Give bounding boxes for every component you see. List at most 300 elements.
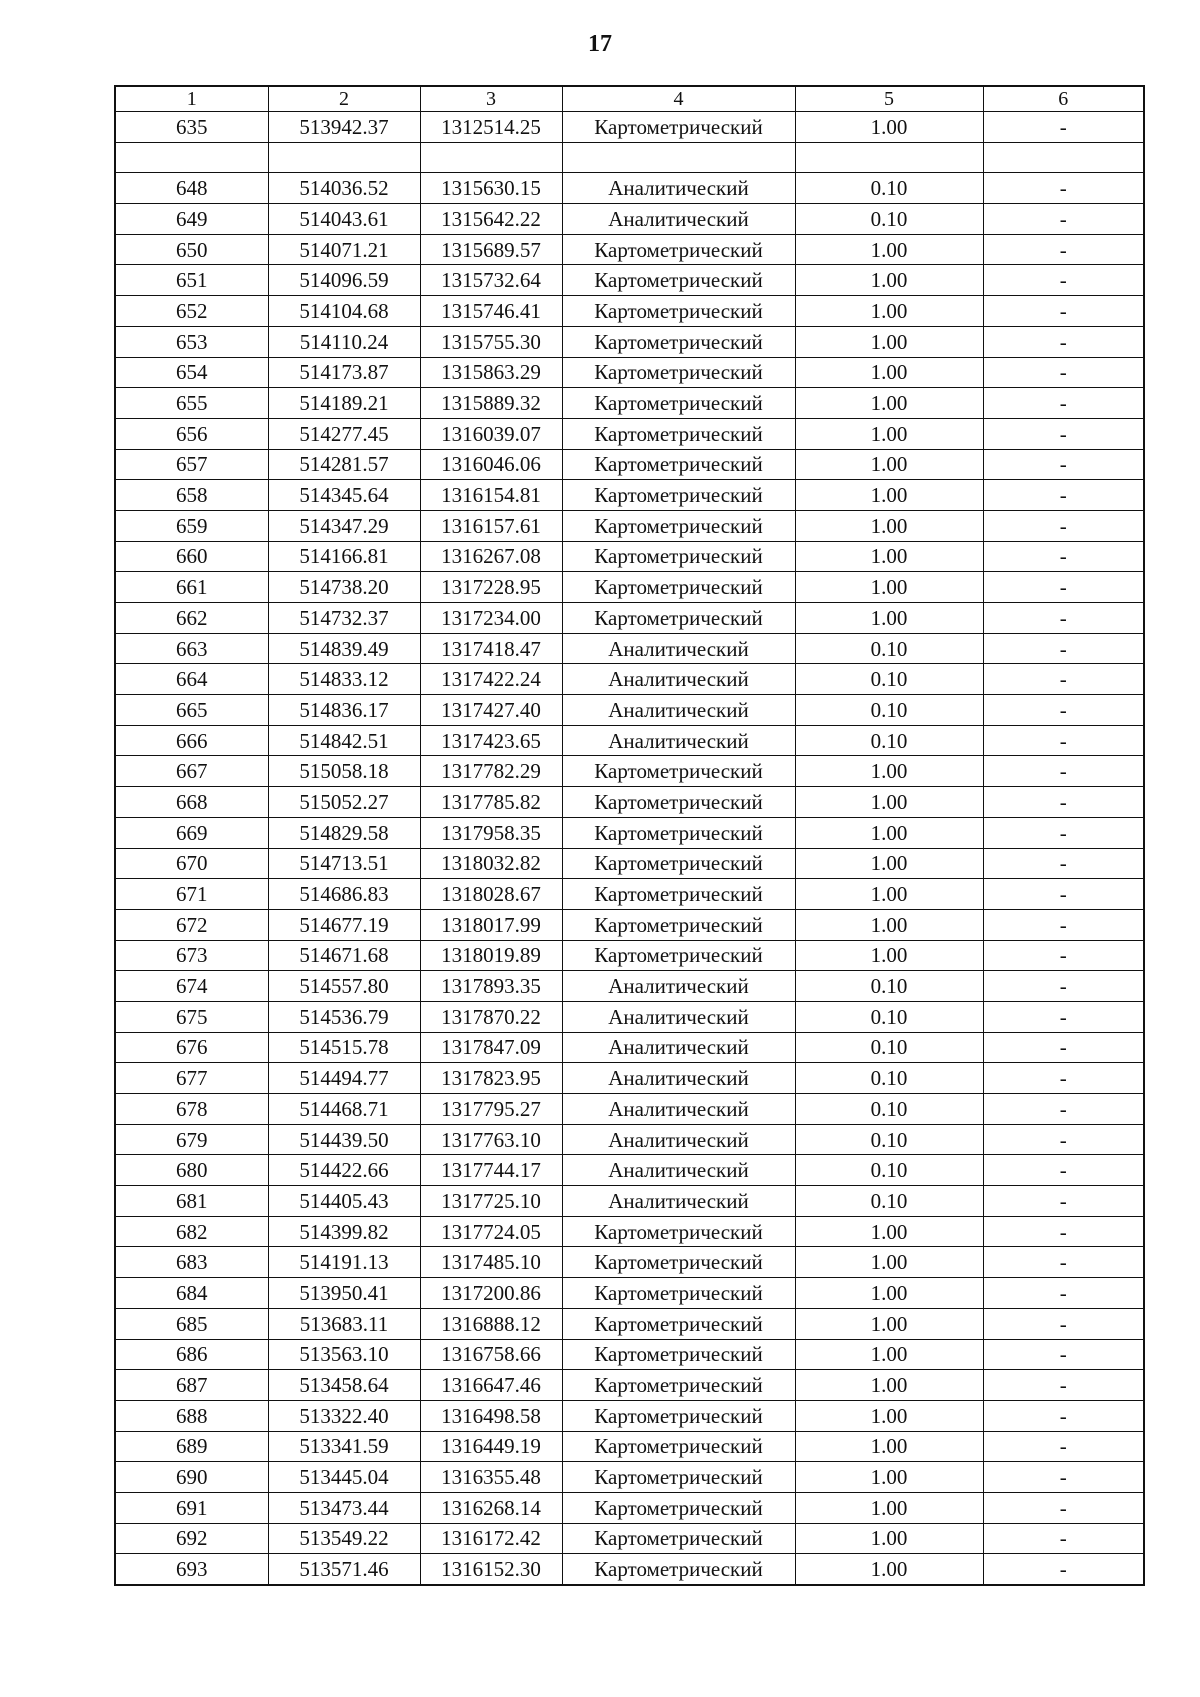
point-number-cell: 682 — [115, 1216, 268, 1247]
accuracy-cell: 1.00 — [795, 1339, 983, 1370]
point-number-cell: 665 — [115, 695, 268, 726]
note-cell: - — [983, 1278, 1144, 1309]
note-cell: - — [983, 265, 1144, 296]
accuracy-cell: 1.00 — [795, 1523, 983, 1554]
x-coordinate-cell: 514110.24 — [268, 326, 420, 357]
accuracy-cell: 1.00 — [795, 480, 983, 511]
table-row — [115, 1001, 1144, 1032]
y-coordinate-cell: 1317725.10 — [420, 1186, 562, 1217]
point-number-cell: 690 — [115, 1462, 268, 1493]
x-coordinate-cell: 514738.20 — [268, 572, 420, 603]
point-number-cell: 692 — [115, 1523, 268, 1554]
note-cell: - — [983, 204, 1144, 235]
method-cell: Картометрический — [562, 1216, 795, 1247]
table-header — [115, 86, 1144, 112]
x-coordinate-cell: 514405.43 — [268, 1186, 420, 1217]
method-cell: Картометрический — [562, 1523, 795, 1554]
method-cell: Картометрический — [562, 1339, 795, 1370]
note-cell: - — [983, 1155, 1144, 1186]
y-coordinate-cell: 1317785.82 — [420, 787, 562, 818]
point-number-cell: 683 — [115, 1247, 268, 1278]
x-coordinate-cell: 514536.79 — [268, 1001, 420, 1032]
x-coordinate-cell: 514104.68 — [268, 296, 420, 327]
x-coordinate-cell: 514439.50 — [268, 1124, 420, 1155]
table-row — [115, 388, 1144, 419]
y-coordinate-cell: 1312514.25 — [420, 112, 562, 143]
accuracy-cell: 1.00 — [795, 1554, 983, 1585]
method-cell: Аналитический — [562, 1155, 795, 1186]
point-number-cell: 664 — [115, 664, 268, 695]
header-row — [115, 86, 1144, 112]
y-coordinate-cell — [420, 142, 562, 173]
table-row — [115, 142, 1144, 173]
note-cell: - — [983, 909, 1144, 940]
x-coordinate-cell: 514399.82 — [268, 1216, 420, 1247]
x-coordinate-cell: 514036.52 — [268, 173, 420, 204]
x-coordinate-cell: 514836.17 — [268, 695, 420, 726]
point-number-cell: 685 — [115, 1308, 268, 1339]
y-coordinate-cell: 1317893.35 — [420, 971, 562, 1002]
table-row — [115, 725, 1144, 756]
x-coordinate-cell: 515052.27 — [268, 787, 420, 818]
table-row — [115, 633, 1144, 664]
accuracy-cell: 1.00 — [795, 909, 983, 940]
point-number-cell: 651 — [115, 265, 268, 296]
table-row — [115, 449, 1144, 480]
accuracy-cell: 1.00 — [795, 848, 983, 879]
table-row — [115, 848, 1144, 879]
table-row — [115, 1124, 1144, 1155]
y-coordinate-cell: 1316152.30 — [420, 1554, 562, 1585]
point-number-cell: 662 — [115, 603, 268, 634]
note-cell: - — [983, 1339, 1144, 1370]
accuracy-cell: 0.10 — [795, 1094, 983, 1125]
accuracy-cell: 1.00 — [795, 603, 983, 634]
point-number-cell: 657 — [115, 449, 268, 480]
table-row — [115, 1094, 1144, 1125]
method-cell: Аналитический — [562, 1186, 795, 1217]
method-cell: Аналитический — [562, 971, 795, 1002]
note-cell: - — [983, 173, 1144, 204]
x-coordinate-cell: 513458.64 — [268, 1370, 420, 1401]
table-row — [115, 695, 1144, 726]
method-cell: Картометрический — [562, 572, 795, 603]
point-number-cell: 675 — [115, 1001, 268, 1032]
note-cell: - — [983, 848, 1144, 879]
y-coordinate-cell: 1318028.67 — [420, 879, 562, 910]
accuracy-cell: 0.10 — [795, 173, 983, 204]
method-cell: Картометрический — [562, 1431, 795, 1462]
note-cell: - — [983, 1431, 1144, 1462]
point-number-cell: 680 — [115, 1155, 268, 1186]
point-number-cell: 660 — [115, 541, 268, 572]
x-coordinate-cell: 514842.51 — [268, 725, 420, 756]
x-coordinate-cell: 513322.40 — [268, 1400, 420, 1431]
method-cell: Картометрический — [562, 1370, 795, 1401]
y-coordinate-cell: 1317782.29 — [420, 756, 562, 787]
accuracy-cell: 1.00 — [795, 756, 983, 787]
x-coordinate-cell: 514345.64 — [268, 480, 420, 511]
table-row — [115, 971, 1144, 1002]
method-cell: Картометрический — [562, 879, 795, 910]
note-cell: - — [983, 1063, 1144, 1094]
accuracy-cell: 0.10 — [795, 664, 983, 695]
note-cell: - — [983, 1462, 1144, 1493]
y-coordinate-cell: 1317724.05 — [420, 1216, 562, 1247]
y-coordinate-cell: 1316268.14 — [420, 1492, 562, 1523]
x-coordinate-cell: 514839.49 — [268, 633, 420, 664]
note-cell: - — [983, 695, 1144, 726]
x-coordinate-cell: 514515.78 — [268, 1032, 420, 1063]
table-row — [115, 357, 1144, 388]
y-coordinate-cell: 1316046.06 — [420, 449, 562, 480]
note-cell: - — [983, 234, 1144, 265]
method-cell: Картометрический — [562, 756, 795, 787]
y-coordinate-cell: 1316449.19 — [420, 1431, 562, 1462]
column-header: 1 — [115, 86, 268, 112]
table-row — [115, 1032, 1144, 1063]
method-cell: Картометрический — [562, 265, 795, 296]
accuracy-cell: 1.00 — [795, 1431, 983, 1462]
accuracy-cell: 1.00 — [795, 326, 983, 357]
x-coordinate-cell: 514191.13 — [268, 1247, 420, 1278]
method-cell: Картометрический — [562, 1278, 795, 1309]
y-coordinate-cell: 1317485.10 — [420, 1247, 562, 1278]
accuracy-cell: 1.00 — [795, 1308, 983, 1339]
x-coordinate-cell: 514833.12 — [268, 664, 420, 695]
point-number-cell: 691 — [115, 1492, 268, 1523]
accuracy-cell — [795, 142, 983, 173]
y-coordinate-cell: 1317423.65 — [420, 725, 562, 756]
table-row — [115, 296, 1144, 327]
method-cell: Картометрический — [562, 817, 795, 848]
accuracy-cell: 1.00 — [795, 265, 983, 296]
accuracy-cell: 0.10 — [795, 1063, 983, 1094]
table-row — [115, 756, 1144, 787]
y-coordinate-cell: 1317958.35 — [420, 817, 562, 848]
point-number-cell: 688 — [115, 1400, 268, 1431]
y-coordinate-cell: 1316154.81 — [420, 480, 562, 511]
point-number-cell: 672 — [115, 909, 268, 940]
table-row — [115, 112, 1144, 143]
x-coordinate-cell: 513549.22 — [268, 1523, 420, 1554]
note-cell: - — [983, 664, 1144, 695]
table-row — [115, 173, 1144, 204]
x-coordinate-cell: 514043.61 — [268, 204, 420, 235]
table-row — [115, 1492, 1144, 1523]
accuracy-cell: 1.00 — [795, 787, 983, 818]
table-row — [115, 1186, 1144, 1217]
point-number-cell: 681 — [115, 1186, 268, 1217]
accuracy-cell: 1.00 — [795, 357, 983, 388]
column-header: 6 — [983, 86, 1144, 112]
note-cell: - — [983, 1032, 1144, 1063]
point-number-cell: 673 — [115, 940, 268, 971]
y-coordinate-cell: 1317847.09 — [420, 1032, 562, 1063]
table-row — [115, 940, 1144, 971]
accuracy-cell: 0.10 — [795, 1124, 983, 1155]
accuracy-cell: 1.00 — [795, 1216, 983, 1247]
x-coordinate-cell: 514686.83 — [268, 879, 420, 910]
point-number-cell: 653 — [115, 326, 268, 357]
accuracy-cell: 1.00 — [795, 112, 983, 143]
accuracy-cell: 1.00 — [795, 1247, 983, 1278]
table-row — [115, 1216, 1144, 1247]
table-body — [115, 112, 1144, 1586]
y-coordinate-cell: 1315689.57 — [420, 234, 562, 265]
x-coordinate-cell: 513950.41 — [268, 1278, 420, 1309]
accuracy-cell: 1.00 — [795, 1278, 983, 1309]
table-row — [115, 1400, 1144, 1431]
y-coordinate-cell: 1317744.17 — [420, 1155, 562, 1186]
point-number-cell: 649 — [115, 204, 268, 235]
note-cell: - — [983, 388, 1144, 419]
method-cell: Аналитический — [562, 1124, 795, 1155]
point-number-cell: 661 — [115, 572, 268, 603]
x-coordinate-cell: 513473.44 — [268, 1492, 420, 1523]
y-coordinate-cell: 1316157.61 — [420, 510, 562, 541]
note-cell: - — [983, 787, 1144, 818]
y-coordinate-cell: 1317427.40 — [420, 695, 562, 726]
x-coordinate-cell: 514671.68 — [268, 940, 420, 971]
note-cell: - — [983, 971, 1144, 1002]
table-row — [115, 418, 1144, 449]
note-cell: - — [983, 1094, 1144, 1125]
point-number-cell — [115, 142, 268, 173]
point-number-cell: 687 — [115, 1370, 268, 1401]
x-coordinate-cell: 514677.19 — [268, 909, 420, 940]
accuracy-cell: 1.00 — [795, 572, 983, 603]
y-coordinate-cell: 1317234.00 — [420, 603, 562, 634]
accuracy-cell: 1.00 — [795, 541, 983, 572]
table-row — [115, 541, 1144, 572]
method-cell: Аналитический — [562, 1032, 795, 1063]
accuracy-cell: 0.10 — [795, 204, 983, 235]
accuracy-cell: 1.00 — [795, 1462, 983, 1493]
method-cell: Аналитический — [562, 695, 795, 726]
accuracy-cell: 1.00 — [795, 296, 983, 327]
note-cell: - — [983, 633, 1144, 664]
note-cell: - — [983, 1186, 1144, 1217]
method-cell: Картометрический — [562, 1400, 795, 1431]
accuracy-cell: 0.10 — [795, 695, 983, 726]
point-number-cell: 693 — [115, 1554, 268, 1585]
y-coordinate-cell: 1317763.10 — [420, 1124, 562, 1155]
x-coordinate-cell: 515058.18 — [268, 756, 420, 787]
method-cell: Картометрический — [562, 449, 795, 480]
note-cell: - — [983, 1400, 1144, 1431]
y-coordinate-cell: 1316039.07 — [420, 418, 562, 449]
x-coordinate-cell: 514096.59 — [268, 265, 420, 296]
method-cell: Картометрический — [562, 848, 795, 879]
point-number-cell: 674 — [115, 971, 268, 1002]
y-coordinate-cell: 1315746.41 — [420, 296, 562, 327]
y-coordinate-cell: 1318032.82 — [420, 848, 562, 879]
y-coordinate-cell: 1317823.95 — [420, 1063, 562, 1094]
point-number-cell: 677 — [115, 1063, 268, 1094]
point-number-cell: 667 — [115, 756, 268, 787]
x-coordinate-cell: 514071.21 — [268, 234, 420, 265]
note-cell: - — [983, 603, 1144, 634]
method-cell: Аналитический — [562, 725, 795, 756]
note-cell — [983, 142, 1144, 173]
method-cell: Картометрический — [562, 787, 795, 818]
accuracy-cell: 0.10 — [795, 971, 983, 1002]
column-header: 2 — [268, 86, 420, 112]
note-cell: - — [983, 572, 1144, 603]
point-number-cell: 648 — [115, 173, 268, 204]
method-cell: Картометрический — [562, 541, 795, 572]
x-coordinate-cell: 513942.37 — [268, 112, 420, 143]
y-coordinate-cell: 1315630.15 — [420, 173, 562, 204]
note-cell: - — [983, 1370, 1144, 1401]
method-cell: Картометрический — [562, 112, 795, 143]
method-cell: Картометрический — [562, 510, 795, 541]
x-coordinate-cell: 514422.66 — [268, 1155, 420, 1186]
table-row — [115, 787, 1144, 818]
x-coordinate-cell: 514173.87 — [268, 357, 420, 388]
point-number-cell: 669 — [115, 817, 268, 848]
accuracy-cell: 1.00 — [795, 510, 983, 541]
note-cell: - — [983, 418, 1144, 449]
y-coordinate-cell: 1315755.30 — [420, 326, 562, 357]
point-number-cell: 656 — [115, 418, 268, 449]
x-coordinate-cell: 514281.57 — [268, 449, 420, 480]
point-number-cell: 655 — [115, 388, 268, 419]
y-coordinate-cell: 1317422.24 — [420, 664, 562, 695]
y-coordinate-cell: 1315642.22 — [420, 204, 562, 235]
y-coordinate-cell: 1316498.58 — [420, 1400, 562, 1431]
method-cell: Аналитический — [562, 204, 795, 235]
note-cell: - — [983, 480, 1144, 511]
y-coordinate-cell: 1317228.95 — [420, 572, 562, 603]
method-cell: Картометрический — [562, 296, 795, 327]
x-coordinate-cell: 514557.80 — [268, 971, 420, 1002]
table-row — [115, 510, 1144, 541]
method-cell: Картометрический — [562, 357, 795, 388]
x-coordinate-cell: 514347.29 — [268, 510, 420, 541]
table-row — [115, 1247, 1144, 1278]
method-cell: Картометрический — [562, 603, 795, 634]
method-cell: Картометрический — [562, 940, 795, 971]
note-cell: - — [983, 1001, 1144, 1032]
point-number-cell: 663 — [115, 633, 268, 664]
note-cell: - — [983, 326, 1144, 357]
y-coordinate-cell: 1316355.48 — [420, 1462, 562, 1493]
method-cell: Аналитический — [562, 664, 795, 695]
note-cell: - — [983, 1216, 1144, 1247]
point-number-cell: 689 — [115, 1431, 268, 1462]
method-cell: Картометрический — [562, 1554, 795, 1585]
method-cell: Картометрический — [562, 1492, 795, 1523]
method-cell — [562, 142, 795, 173]
note-cell: - — [983, 1554, 1144, 1585]
point-number-cell: 635 — [115, 112, 268, 143]
table-row — [115, 204, 1144, 235]
table-row — [115, 1339, 1144, 1370]
note-cell: - — [983, 510, 1144, 541]
accuracy-cell: 0.10 — [795, 725, 983, 756]
accuracy-cell: 1.00 — [795, 234, 983, 265]
note-cell: - — [983, 756, 1144, 787]
method-cell: Аналитический — [562, 173, 795, 204]
point-number-cell: 652 — [115, 296, 268, 327]
x-coordinate-cell: 514732.37 — [268, 603, 420, 634]
method-cell: Аналитический — [562, 1063, 795, 1094]
table-row — [115, 480, 1144, 511]
table-row — [115, 1370, 1144, 1401]
point-number-cell: 668 — [115, 787, 268, 818]
point-number-cell: 659 — [115, 510, 268, 541]
accuracy-cell: 1.00 — [795, 388, 983, 419]
note-cell: - — [983, 357, 1144, 388]
x-coordinate-cell: 514829.58 — [268, 817, 420, 848]
note-cell: - — [983, 879, 1144, 910]
point-number-cell: 684 — [115, 1278, 268, 1309]
x-coordinate-cell: 513571.46 — [268, 1554, 420, 1585]
point-number-cell: 671 — [115, 879, 268, 910]
x-coordinate-cell: 513341.59 — [268, 1431, 420, 1462]
note-cell: - — [983, 541, 1144, 572]
x-coordinate-cell: 513683.11 — [268, 1308, 420, 1339]
accuracy-cell: 0.10 — [795, 1001, 983, 1032]
y-coordinate-cell: 1316647.46 — [420, 1370, 562, 1401]
note-cell: - — [983, 1492, 1144, 1523]
method-cell: Картометрический — [562, 1462, 795, 1493]
x-coordinate-cell: 513563.10 — [268, 1339, 420, 1370]
point-number-cell: 678 — [115, 1094, 268, 1125]
table-row — [115, 1431, 1144, 1462]
accuracy-cell: 1.00 — [795, 879, 983, 910]
note-cell: - — [983, 296, 1144, 327]
x-coordinate-cell: 514166.81 — [268, 541, 420, 572]
accuracy-cell: 0.10 — [795, 633, 983, 664]
point-number-cell: 666 — [115, 725, 268, 756]
x-coordinate-cell: 514277.45 — [268, 418, 420, 449]
y-coordinate-cell: 1316267.08 — [420, 541, 562, 572]
note-cell: - — [983, 1308, 1144, 1339]
note-cell: - — [983, 817, 1144, 848]
note-cell: - — [983, 1523, 1144, 1554]
point-number-cell: 654 — [115, 357, 268, 388]
x-coordinate-cell: 514713.51 — [268, 848, 420, 879]
accuracy-cell: 1.00 — [795, 940, 983, 971]
table-row — [115, 909, 1144, 940]
accuracy-cell: 1.00 — [795, 449, 983, 480]
table-row — [115, 1554, 1144, 1585]
accuracy-cell: 1.00 — [795, 817, 983, 848]
table-row — [115, 1278, 1144, 1309]
coordinates-table — [114, 85, 1145, 1586]
accuracy-cell: 1.00 — [795, 1400, 983, 1431]
method-cell: Картометрический — [562, 909, 795, 940]
y-coordinate-cell: 1315863.29 — [420, 357, 562, 388]
table-row — [115, 1155, 1144, 1186]
x-coordinate-cell — [268, 142, 420, 173]
x-coordinate-cell: 514189.21 — [268, 388, 420, 419]
table-row — [115, 1063, 1144, 1094]
method-cell: Аналитический — [562, 1094, 795, 1125]
point-number-cell: 676 — [115, 1032, 268, 1063]
column-header: 5 — [795, 86, 983, 112]
table-row — [115, 326, 1144, 357]
accuracy-cell: 0.10 — [795, 1155, 983, 1186]
method-cell: Аналитический — [562, 1001, 795, 1032]
y-coordinate-cell: 1317418.47 — [420, 633, 562, 664]
y-coordinate-cell: 1315889.32 — [420, 388, 562, 419]
y-coordinate-cell: 1318019.89 — [420, 940, 562, 971]
table-row — [115, 265, 1144, 296]
